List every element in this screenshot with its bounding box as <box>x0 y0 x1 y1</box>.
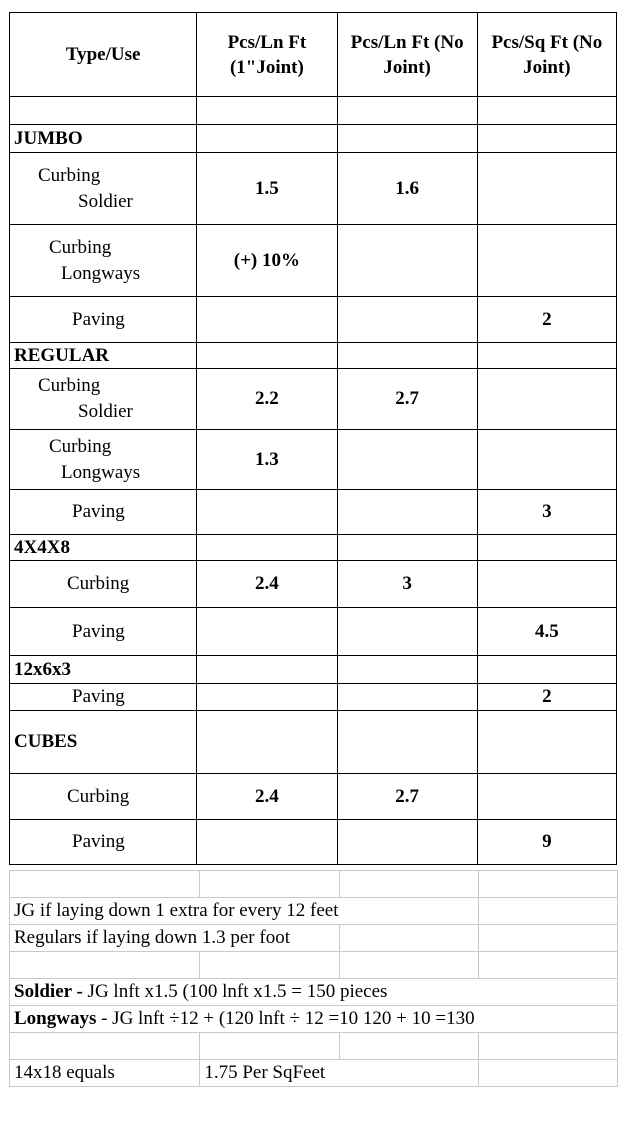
note-row-longways <box>10 1006 618 1033</box>
cell[interactable] <box>197 684 337 711</box>
value-regular-soldier-nojoint[interactable]: 2.7 <box>337 369 477 430</box>
label-regular-paving[interactable]: Paving <box>10 490 197 535</box>
note-soldier-formula[interactable] <box>10 979 618 1006</box>
cell[interactable] <box>479 871 618 898</box>
cell[interactable] <box>197 656 337 684</box>
section-title-4x4x8[interactable]: 4X4X8 <box>10 535 197 561</box>
label-12x6x3-paving[interactable]: Paving <box>10 684 197 711</box>
cell[interactable] <box>337 684 477 711</box>
table-row-jumbo-longways <box>10 225 617 297</box>
value-cubes-paving-sqft[interactable]: 9 <box>477 820 616 865</box>
table-row-cubes-paving <box>10 820 617 865</box>
cell[interactable] <box>200 871 340 898</box>
note-row-soldier <box>10 979 618 1006</box>
cell[interactable] <box>10 952 200 979</box>
note-row-jg <box>10 898 618 925</box>
cell[interactable] <box>10 1033 200 1060</box>
cell[interactable] <box>10 97 197 125</box>
table-row-regular-paving <box>10 490 617 535</box>
cell[interactable] <box>197 125 337 153</box>
value-4x4x8-curbing-joint[interactable]: 2.4 <box>197 561 337 608</box>
note-longways-text: - JG lnft ÷12 + (120 lnft ÷ 12 =10 120 + 10 =130 <box>96 1008 475 1029</box>
note-soldier-text: JG lnft x1.5 (100 lnft x1.5 = 150 pieces <box>87 981 388 1002</box>
cell[interactable] <box>477 656 616 684</box>
value-cubes-curbing-joint[interactable]: 2.4 <box>197 774 337 820</box>
header-col4-line1: Pcs/Sq Ft (No <box>491 31 603 53</box>
cell[interactable] <box>337 97 477 125</box>
notes-grid <box>9 870 618 1087</box>
paver-quantity-table <box>9 12 617 865</box>
cell[interactable] <box>479 925 618 952</box>
label-jumbo-curbing-longways[interactable] <box>10 225 197 297</box>
section-row-cubes <box>10 711 617 774</box>
section-row-12x6x3 <box>10 656 617 684</box>
table-row-regular-soldier <box>10 369 617 430</box>
label-line1: Curbing <box>49 236 112 258</box>
section-row-4x4x8 <box>10 535 617 561</box>
table-row-regular-longways <box>10 430 617 490</box>
value-jumbo-soldier-joint[interactable]: 1.5 <box>197 153 337 225</box>
section-title-jumbo[interactable]: JUMBO <box>10 125 197 153</box>
cell[interactable] <box>337 297 477 343</box>
label-regular-curbing-longways[interactable] <box>10 430 197 490</box>
note-longways-label: Longways <box>14 1008 97 1029</box>
blank-row <box>10 97 617 125</box>
label-4x4x8-paving[interactable]: Paving <box>10 608 197 656</box>
cell[interactable] <box>337 343 477 369</box>
table-row-12x6x3-paving <box>10 684 617 711</box>
cell[interactable] <box>479 952 618 979</box>
cell[interactable] <box>200 1033 340 1060</box>
cell[interactable] <box>200 952 340 979</box>
label-line1: Curbing <box>38 164 101 186</box>
cell[interactable] <box>337 711 477 774</box>
cell[interactable] <box>337 656 477 684</box>
table-row-jumbo-paving <box>10 297 617 343</box>
cell[interactable] <box>477 343 616 369</box>
cell[interactable] <box>197 343 337 369</box>
label-cubes-paving[interactable]: Paving <box>10 820 197 865</box>
cell[interactable] <box>477 774 616 820</box>
table-row-jumbo-soldier <box>10 153 617 225</box>
cell[interactable] <box>477 369 616 430</box>
note-soldier-label: Soldier - <box>14 981 88 1002</box>
section-title-regular[interactable]: REGULAR <box>10 343 197 369</box>
value-cubes-curbing-nojoint[interactable]: 2.7 <box>337 774 477 820</box>
note-row-regulars <box>10 925 618 952</box>
cell[interactable] <box>477 535 616 561</box>
cell[interactable] <box>337 430 477 490</box>
table-row-cubes-curbing <box>10 774 617 820</box>
header-row <box>10 13 617 97</box>
value-4x4x8-paving-sqft[interactable]: 4.5 <box>477 608 616 656</box>
header-col2-line1: Pcs/Ln Ft <box>227 31 307 53</box>
cell[interactable] <box>477 561 616 608</box>
cell[interactable] <box>197 490 337 535</box>
header-col3-line1: Pcs/Ln Ft (No <box>350 31 464 53</box>
cell[interactable] <box>337 535 477 561</box>
section-row-jumbo <box>10 125 617 153</box>
cell[interactable] <box>479 1060 618 1087</box>
header-pcs-ln-ft-no-joint[interactable] <box>337 13 477 97</box>
cell[interactable] <box>197 820 337 865</box>
cell[interactable] <box>197 297 337 343</box>
cell[interactable] <box>337 125 477 153</box>
note-longways-formula[interactable] <box>10 1006 618 1033</box>
cell[interactable] <box>477 97 616 125</box>
value-12x6x3-paving-sqft[interactable]: 2 <box>477 684 616 711</box>
section-title-12x6x3[interactable]: 12x6x3 <box>10 656 197 684</box>
cell[interactable] <box>337 820 477 865</box>
cell[interactable] <box>477 153 616 225</box>
cell[interactable] <box>197 711 337 774</box>
cell[interactable] <box>477 225 616 297</box>
label-line1: Curbing <box>38 375 101 396</box>
cell[interactable] <box>477 711 616 774</box>
label-line1: Curbing <box>49 435 112 457</box>
note-size-value[interactable]: 1.75 Per SqFeet <box>200 1060 479 1087</box>
label-cubes-curbing[interactable]: Curbing <box>10 774 197 820</box>
header-col2-line2: (1"Joint) <box>229 56 304 78</box>
label-line2: Longways <box>61 461 141 483</box>
cell[interactable] <box>477 125 616 153</box>
label-jumbo-curbing-soldier[interactable] <box>10 153 197 225</box>
cell[interactable] <box>197 535 337 561</box>
header-type-use-text: Type/Use <box>65 44 141 65</box>
label-line2: Soldier <box>78 401 133 422</box>
cell[interactable] <box>339 952 479 979</box>
value-regular-longways-joint[interactable]: 1.3 <box>197 430 337 490</box>
header-type-use[interactable] <box>10 13 197 97</box>
label-line2: Soldier <box>78 190 133 212</box>
blank-row <box>10 871 618 898</box>
table-row-4x4x8-paving <box>10 608 617 656</box>
blank-row <box>10 952 618 979</box>
cell[interactable] <box>337 608 477 656</box>
cell[interactable] <box>477 430 616 490</box>
label-4x4x8-curbing[interactable]: Curbing <box>10 561 197 608</box>
value-jumbo-paving-sqft[interactable]: 2 <box>477 297 616 343</box>
header-pcs-ln-ft-joint[interactable] <box>197 13 337 97</box>
value-jumbo-soldier-nojoint[interactable]: 1.6 <box>337 153 477 225</box>
value-regular-paving-sqft[interactable]: 3 <box>477 490 616 535</box>
header-pcs-sq-ft-no-joint[interactable] <box>477 13 616 97</box>
header-col4-line2: Joint) <box>523 56 571 78</box>
value-regular-soldier-joint[interactable]: 2.2 <box>197 369 337 430</box>
label-jumbo-paving[interactable]: Paving <box>10 297 197 343</box>
label-regular-curbing-soldier[interactable] <box>10 369 197 430</box>
cell[interactable] <box>339 1033 479 1060</box>
section-row-regular <box>10 343 617 369</box>
cell[interactable] <box>337 490 477 535</box>
cell[interactable] <box>197 608 337 656</box>
note-regulars-laying[interactable]: Regulars if laying down 1.3 per foot <box>10 925 340 952</box>
value-4x4x8-curbing-nojoint[interactable]: 3 <box>337 561 477 608</box>
blank-row <box>10 1033 618 1060</box>
cell[interactable] <box>339 925 479 952</box>
cell[interactable] <box>10 871 200 898</box>
value-jumbo-longways-joint[interactable]: (+) 10% <box>197 225 337 297</box>
cell[interactable] <box>479 1033 618 1060</box>
table-row-4x4x8-curbing <box>10 561 617 608</box>
note-size-label[interactable]: 14x18 equals <box>10 1060 200 1087</box>
header-col3-line2: Joint) <box>383 56 431 78</box>
cell[interactable] <box>337 225 477 297</box>
section-title-cubes[interactable]: CUBES <box>10 711 197 774</box>
cell[interactable] <box>197 97 337 125</box>
cell[interactable] <box>339 871 479 898</box>
cell[interactable] <box>479 898 618 925</box>
note-jg-laying[interactable]: JG if laying down 1 extra for every 12 feet <box>10 898 479 925</box>
label-line2: Longways <box>61 262 141 284</box>
note-row-size <box>10 1060 618 1087</box>
